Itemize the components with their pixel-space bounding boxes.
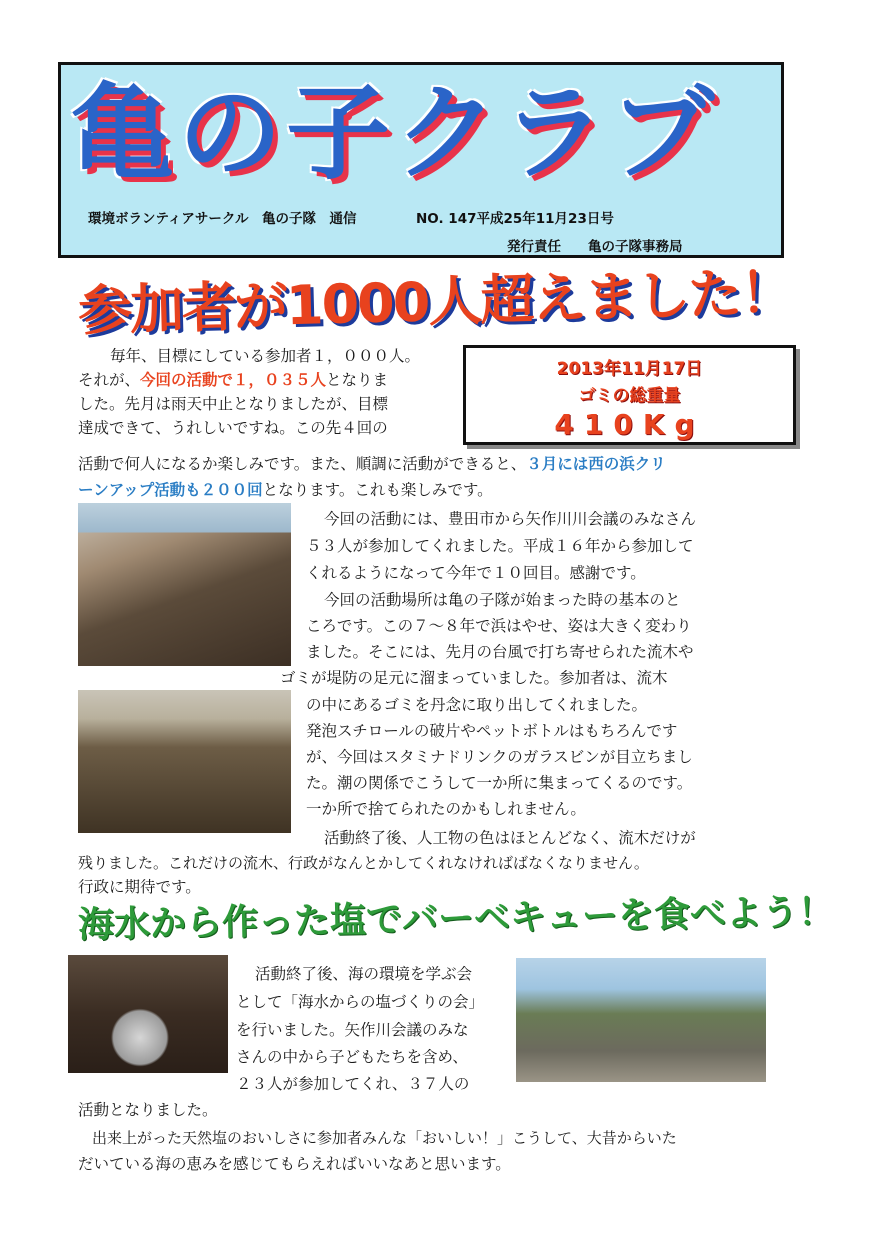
highlight-participants: 今回の活動で１，０３５人	[140, 370, 327, 389]
highlight-cleanup: ３月には西の浜クリ	[526, 454, 666, 473]
newsletter-title: 亀の子クラブ	[70, 72, 719, 194]
trash-weight-box	[463, 345, 796, 445]
weight-value: 410Kg	[554, 408, 705, 441]
article-line: だいている海の恵みを感じてもらえればいいなあと思います。	[78, 1155, 511, 1173]
main-headline: 参加者が1000人超えました！	[77, 260, 793, 343]
article-line: を行いました。矢作川会議のみな	[236, 1021, 469, 1039]
article-line: ーンアップ活動も２００回となります。これも楽しみです。	[78, 480, 493, 499]
article-line: 行政に期待です。	[78, 878, 201, 896]
article-line: 今回の活動場所は亀の子隊が始まった時の基本のと	[324, 591, 681, 609]
article-line: した。先月は雨天中止となりましたが、目標	[78, 395, 389, 413]
article-line: が、今回はスタミナドリンクのガラスビンが目立ちまし	[306, 748, 693, 766]
article-line: 活動終了後、海の環境を学ぶ会	[255, 965, 473, 983]
article-line: それが、今回の活動で１，０３５人となりま	[78, 370, 389, 389]
article-line: 活動で何人になるか楽しみです。また、順調に活動ができると、３月には西の浜クリ	[78, 454, 666, 473]
weight-date: 2013年11月17日	[556, 359, 703, 379]
article-line: 毎年、目標にしている参加者１，０００人。	[110, 347, 421, 365]
article-line: ゴミが堤防の足元に溜まっていました。参加者は、流木	[280, 669, 668, 687]
article-line: 残りました。これだけの流木、行政がなんとかしてくれなければばなくなりません。	[78, 854, 649, 872]
beach-driftwood-photo	[78, 503, 291, 666]
article-line: 活動となりました。	[78, 1101, 218, 1119]
circle-name: 環境ボランティアサークル 亀の子隊 通信	[88, 211, 357, 227]
article-line: くれるようになって今年で１０回目。感謝です。	[306, 564, 646, 582]
article-line: 達成できて、うれしいですね。この先４回の	[78, 419, 388, 437]
article-line: として「海水からの塩づくりの会」	[236, 993, 485, 1011]
article-line: ２３人が参加してくれ、３７人の	[236, 1075, 470, 1093]
article-line: 活動終了後、人工物の色はほとんどなく、流木だけが	[324, 829, 696, 847]
article-line: 出来上がった天然塩のおいしさに参加者みんな「おいしい！」こうして、大昔からいた	[92, 1129, 677, 1147]
article-line: ました。そこには、先月の台風で打ち寄せられた流木や	[306, 643, 694, 661]
issue-number: NO. 147平成25年11月23日号	[416, 211, 614, 227]
article-line: さんの中から子どもたちを含め、	[236, 1048, 468, 1066]
publisher: 発行責任 亀の子隊事務局	[507, 239, 683, 255]
article-line: ころです。この７～８年で浜はやせ、姿は大きく変わり	[306, 617, 692, 635]
salt-making-photo	[68, 955, 228, 1073]
weight-label: ゴミの総重量	[578, 386, 681, 406]
article-line: た。潮の関係でこうして一か所に集まってくるのです。	[306, 774, 693, 792]
bbq-headline: 海水から作った塩でバーベキューを食べよう！	[77, 891, 835, 947]
article-line: 一か所で捨てられたのかもしれません。	[306, 800, 586, 818]
volunteers-photo	[78, 690, 291, 833]
article-line: の中にあるゴミを丹念に取り出してくれました。	[306, 696, 648, 714]
article-line: 発泡スチロールの破片やペットボトルはもちろんです	[306, 722, 678, 740]
article-line: ５３人が参加してくれました。平成１６年から参加して	[306, 537, 694, 555]
group-photo	[516, 958, 766, 1082]
article-line: 今回の活動には、豊田市から矢作川川会議のみなさん	[324, 510, 697, 528]
